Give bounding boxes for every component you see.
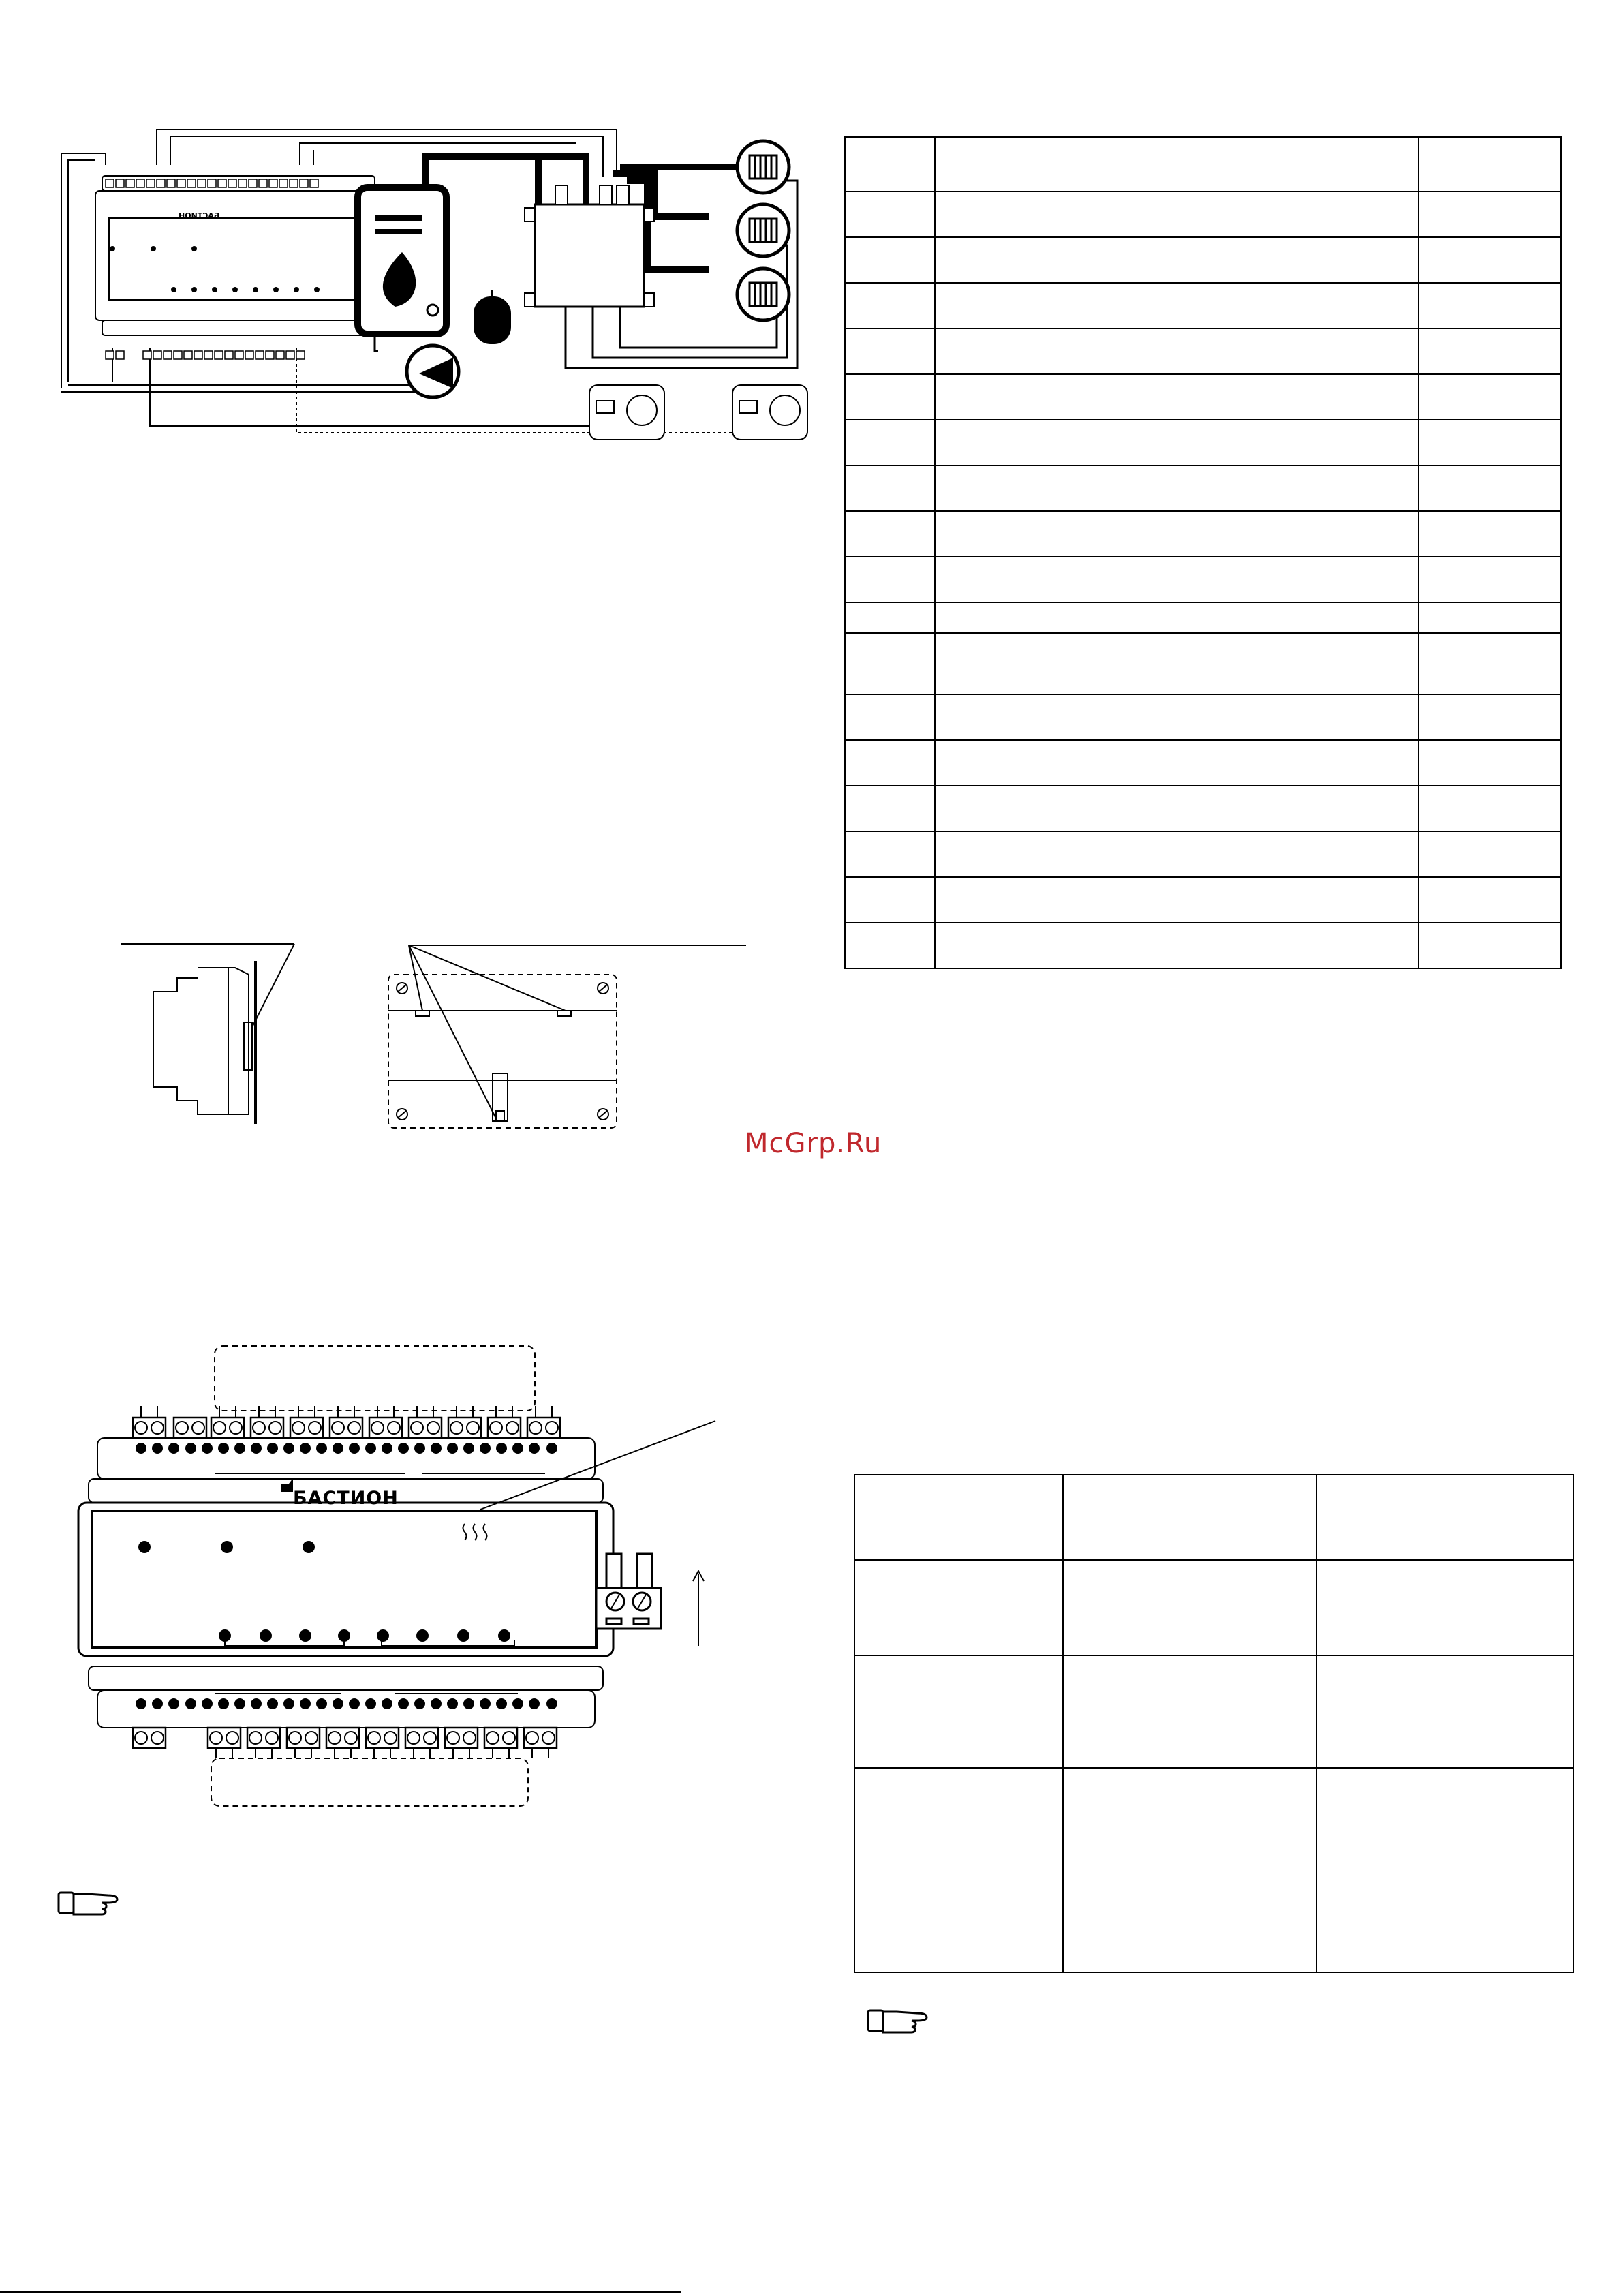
table-row (854, 1768, 1573, 1972)
table-row (845, 831, 1561, 877)
pointing-hand-icon (865, 2002, 940, 2036)
table-row (845, 192, 1561, 237)
connection-diagram (55, 116, 824, 463)
table-row (845, 557, 1561, 602)
watermark: McGrp.Ru (745, 1128, 882, 1159)
din-mount-front-view (382, 937, 749, 1138)
table-row (845, 374, 1561, 420)
table-row (845, 602, 1561, 633)
table-row (845, 420, 1561, 465)
table-row (845, 633, 1561, 694)
brand-label-small: БАСТИОН (179, 211, 220, 220)
params-table (844, 136, 1562, 969)
table-row (854, 1475, 1573, 1560)
table-row (845, 923, 1561, 968)
table-row (845, 877, 1561, 923)
table-row (845, 237, 1561, 283)
table-row (845, 740, 1561, 786)
pointing-hand-icon (56, 1884, 131, 1918)
din-mount-side-view (116, 937, 307, 1135)
table-row (845, 283, 1561, 328)
table-row (845, 694, 1561, 740)
table-row (845, 786, 1561, 831)
page-footer-rule (0, 2291, 681, 2293)
table-row (845, 465, 1561, 511)
brand-label: БАСТИОН (293, 1488, 399, 1509)
table-row (845, 511, 1561, 557)
table-row (854, 1655, 1573, 1768)
table-row (845, 137, 1561, 192)
table-row (854, 1560, 1573, 1655)
controller-front-panel (68, 1332, 749, 1850)
table-row (845, 328, 1561, 374)
modes-table (854, 1474, 1574, 1973)
